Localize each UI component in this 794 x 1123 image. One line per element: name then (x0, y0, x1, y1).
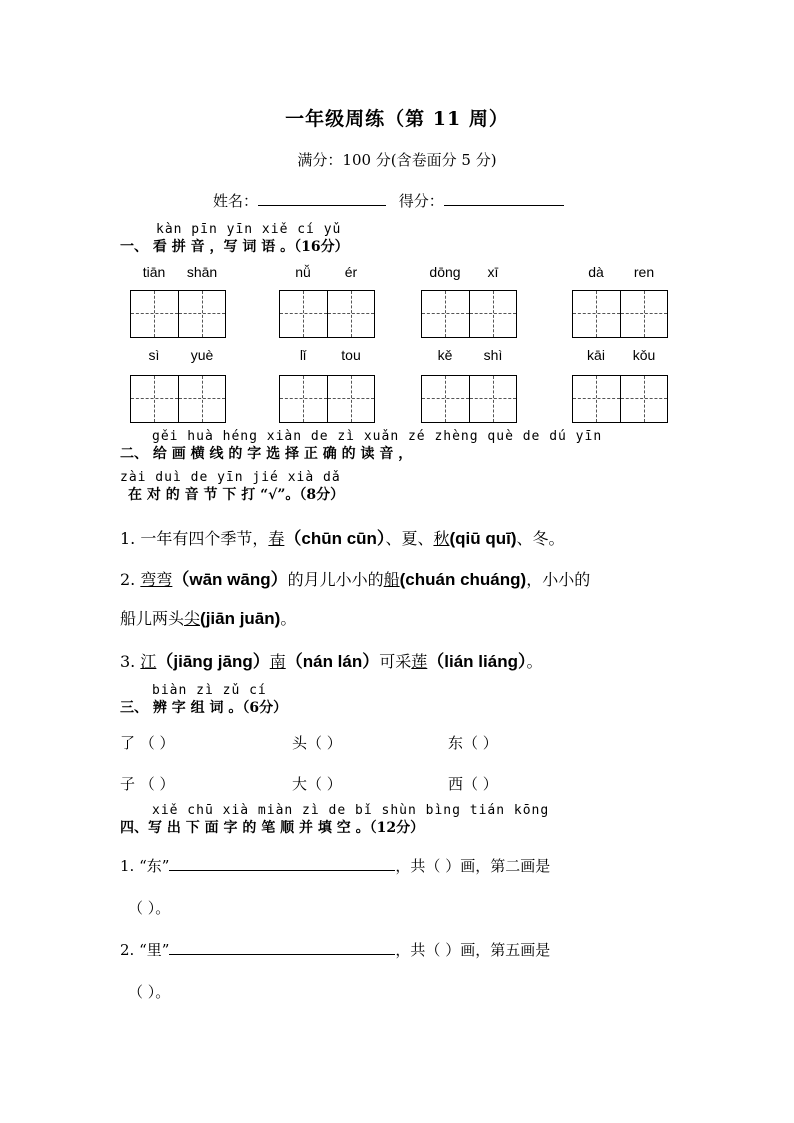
stroke-order-blank[interactable] (169, 940, 395, 955)
word-group-item[interactable]: 了 （ ） (120, 734, 175, 752)
question-2-1: 1. 一年有四个季节，春（chūn cūn）、夏、秋(qiū quī)、冬。 (120, 529, 565, 548)
section2-pinyin-2: zài duì de yīn jié xià dǎ (120, 470, 341, 485)
writing-grid[interactable] (130, 290, 226, 338)
pinyin-word-4: dà ren (588, 264, 655, 280)
page-title: 一年级周练（第 11 周） (285, 108, 509, 130)
answer-option[interactable]: （lián liáng） (427, 652, 527, 671)
answer-option[interactable]: (qiū quī) (449, 529, 517, 548)
section2-pinyin-1: gěi huà héng xiàn de zì xuǎn zé zhèng què de dú yīn (152, 429, 603, 444)
question-4-1: 1. “东” ，共（ ）画，第二画是 (120, 857, 551, 875)
pinyin-word-3: dōng xī (429, 264, 499, 280)
answer-option[interactable]: (chuán chuáng) (399, 570, 527, 589)
writing-grid[interactable] (572, 375, 668, 423)
answer-option[interactable]: （chūn cūn） (284, 529, 386, 548)
question-2-2: 2. 弯弯（wān wāng）的月儿小小的船(chuán chuáng)，小小的 (120, 570, 591, 589)
page-subtitle: 满分：100 分(含卷面分 5 分) (297, 151, 497, 169)
answer-option[interactable]: （wān wāng） (172, 570, 288, 589)
word-group-item[interactable]: 西（ ） (448, 775, 498, 793)
section4-pinyin: xiě chū xià miàn zì de bǐ shùn bìng tián kōng (152, 803, 550, 818)
answer-option[interactable]: (jiān juān) (200, 609, 281, 628)
pinyin-word-8: kāi kǒu (587, 347, 656, 363)
writing-grid[interactable] (279, 375, 375, 423)
word-group-item[interactable]: 东（ ） (448, 734, 498, 752)
writing-grid[interactable] (130, 375, 226, 423)
writing-grid[interactable] (421, 290, 517, 338)
writing-grid[interactable] (421, 375, 517, 423)
section3-pinyin: biàn zì zǔ cí (152, 683, 267, 698)
name-score-row (213, 190, 564, 211)
section1-heading: 一、 看 拼 音 ，写 词 语 。（16分） (120, 239, 349, 255)
stroke-order-blank[interactable] (169, 856, 395, 871)
section4-heading: 四、写 出 下 面 字 的 笔 顺 并 填 空 。（12分） (120, 820, 425, 836)
name-blank[interactable] (258, 191, 386, 206)
question-4-2-cont[interactable]: （ ）。 (128, 983, 171, 1001)
word-group-item[interactable]: 头（ ） (292, 734, 342, 752)
word-group-item[interactable]: 子 （ ） (120, 775, 175, 793)
question-4-2: 2. “里” ，共（ ）画，第五画是 (120, 941, 551, 959)
pinyin-word-1: tiān shān (142, 264, 218, 280)
score-label: 得分： (398, 192, 444, 210)
pinyin-word-7: kě shì (437, 347, 503, 363)
section2-heading-2: 在 对 的 音 节 下 打 “√”。（8分） (128, 487, 345, 503)
question-4-1-cont[interactable]: （ ）。 (128, 899, 171, 917)
question-2-2-cont: 船儿两头尖(jiān juān)。 (120, 609, 297, 628)
section3-heading: 三、 辨 字 组 词 。（6分） (120, 700, 288, 716)
name-label: 姓名： (213, 192, 259, 210)
pinyin-word-5: sì yuè (148, 347, 214, 363)
section2-heading-1: 二、 给 画 横 线 的 字 选 择 正 确 的 读 音 ， (120, 446, 413, 462)
answer-option[interactable]: （jiāng jāng） (156, 652, 270, 671)
writing-grid[interactable] (572, 290, 668, 338)
section1-pinyin: kàn pīn yīn xiě cí yǔ (156, 222, 342, 237)
pinyin-word-6: lǐ tou (299, 347, 361, 363)
score-blank[interactable] (444, 191, 564, 206)
pinyin-word-2: nǚ ér (295, 264, 358, 280)
word-group-item[interactable]: 大（ ） (292, 775, 342, 793)
answer-option[interactable]: （nán lán） (285, 652, 380, 671)
writing-grid[interactable] (279, 290, 375, 338)
question-2-3: 3. 江（jiāng jāng）南（nán lán）可采莲（lián liáng）。 (120, 652, 543, 671)
